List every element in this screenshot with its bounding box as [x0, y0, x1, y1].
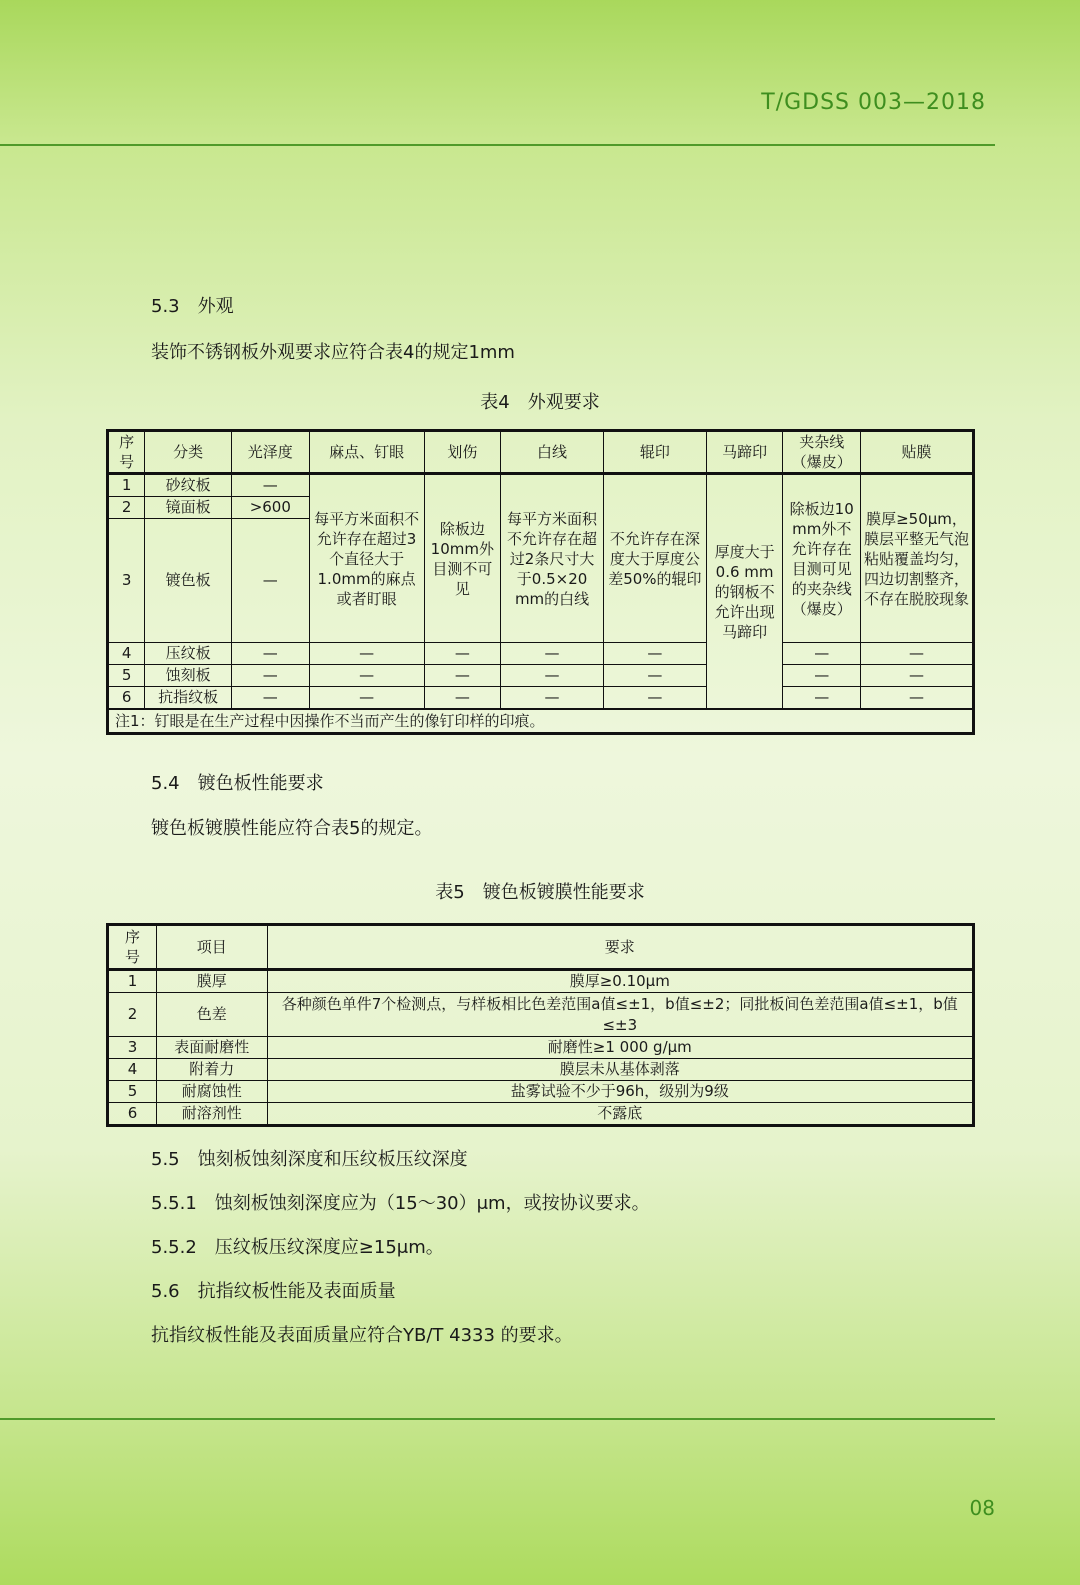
- table4-header-cell: 白线: [501, 431, 604, 474]
- table4-cell-gloss: >600: [231, 497, 309, 519]
- table5-header-row: [108, 925, 974, 970]
- table5-cell-item: 表面耐磨性: [156, 1037, 267, 1059]
- table5-cell-no: 6: [108, 1103, 157, 1126]
- table4-cell-film: 膜厚≥50μm，膜层平整无气泡粘贴覆盖均匀，四边切割整齐，不存在脱胶现象: [861, 474, 974, 643]
- table4-note: 注1：钉眼是在生产过程中因操作不当而产生的像钉印样的印痕。: [108, 709, 974, 734]
- table5-cell-no: 2: [108, 993, 157, 1037]
- table4-cell-film: —: [861, 665, 974, 687]
- table4-cell-scratch: 除板边10mm外目测不可见: [424, 474, 501, 643]
- table4-cell-roll-mark: —: [603, 643, 706, 665]
- table4-header-cell: 贴膜: [861, 431, 974, 474]
- table4-cell-category: 砂纹板: [145, 474, 232, 497]
- table4-cell-category: 镀色板: [145, 519, 232, 643]
- table4-cell-no: 2: [108, 497, 145, 519]
- table5-cell-requirement: 各种颜色单件7个检测点，与样板相比色差范围a值≤±1，b值≤±2；同批板间色差范围a值≤±1，b值≤±3: [267, 993, 973, 1037]
- table4-cell-gloss: —: [231, 643, 309, 665]
- table4-header-cell: 夹杂线（爆皮）: [783, 431, 861, 474]
- table4-cell-no: 6: [108, 687, 145, 710]
- table4-header-row: [108, 431, 974, 474]
- section-5-3-intro: 装饰不锈钢板外观要求应符合表4的规定1mm: [151, 342, 515, 363]
- table5-caption: 表5 镀色板镀膜性能要求: [435, 882, 645, 903]
- table4-header-cell: 分类: [145, 431, 232, 474]
- table-row: [108, 970, 974, 993]
- table4-cell-white-line: —: [501, 687, 604, 710]
- table4-cell-no: 3: [108, 519, 145, 643]
- table4-cell-white-line: —: [501, 665, 604, 687]
- table4-cell-pit: —: [309, 665, 424, 687]
- table4-cell-roll-mark: —: [603, 665, 706, 687]
- table4-cell-pit: 每平方米面积不允许存在超过3个直径大于1.0mm的麻点或者盯眼: [309, 474, 424, 643]
- table5-cell-no: 4: [108, 1059, 157, 1081]
- section-5-5-title: 5.5 蚀刻板蚀刻深度和压纹板压纹深度: [151, 1149, 468, 1170]
- table4-cell-gloss: —: [231, 474, 309, 497]
- table5-cell-item: 膜厚: [156, 970, 267, 993]
- table5-cell-requirement: 膜厚≥0.10μm: [267, 970, 973, 993]
- table5-header-cell: 序号: [108, 925, 157, 970]
- table4-cell-gloss: —: [231, 519, 309, 643]
- table4-cell-scratch: —: [424, 687, 501, 710]
- table-row: [108, 665, 974, 687]
- table5-cell-requirement: 耐磨性≥1 000 g/μm: [267, 1037, 973, 1059]
- table-row: [108, 687, 974, 710]
- table4-cell-white-line: 每平方米面积不允许存在超过2条尺寸大于0.5×20 mm的白线: [501, 474, 604, 643]
- table5-header-cell: 项目: [156, 925, 267, 970]
- table4-note-row: [108, 709, 974, 734]
- table4-cell-gloss: —: [231, 687, 309, 710]
- table4-cell-category: 抗指纹板: [145, 687, 232, 710]
- table4-cell-no: 5: [108, 665, 145, 687]
- table-row: [108, 1103, 974, 1126]
- table5-header-cell: 要求: [267, 925, 973, 970]
- table4-cell-no: 1: [108, 474, 145, 497]
- table4-cell-category: 蚀刻板: [145, 665, 232, 687]
- table4-header-cell: 辊印: [603, 431, 706, 474]
- table4-header-cell: 马蹄印: [706, 431, 783, 474]
- table5-coating-performance: [106, 923, 975, 1127]
- table4-header-cell: 划伤: [424, 431, 501, 474]
- table4-cell-film: —: [861, 687, 974, 710]
- table5-cell-item: 附着力: [156, 1059, 267, 1081]
- table5-cell-no: 3: [108, 1037, 157, 1059]
- table5-cell-requirement: 膜层未从基体剥落: [267, 1059, 973, 1081]
- table4-header-cell: 光泽度: [231, 431, 309, 474]
- table4-cell-inclusion: —: [783, 687, 861, 710]
- table5-cell-item: 耐腐蚀性: [156, 1081, 267, 1103]
- table4-cell-category: 镜面板: [145, 497, 232, 519]
- table4-cell-inclusion: 除板边10 mm外不允许存在目测可见的夹杂线（爆皮）: [783, 474, 861, 643]
- table-row: [108, 474, 974, 497]
- page-number: 08: [969, 1496, 995, 1520]
- table4-cell-pit: —: [309, 687, 424, 710]
- table4-caption: 表4 外观要求: [480, 392, 600, 413]
- table-row: [108, 1037, 974, 1059]
- table5-cell-requirement: 盐雾试验不少于96h，级别为9级: [267, 1081, 973, 1103]
- table4-cell-inclusion: —: [783, 665, 861, 687]
- table-row: [108, 1059, 974, 1081]
- table4-header-cell: 序号: [108, 431, 145, 474]
- section-5-6-body: 抗指纹板性能及表面质量应符合YB/T 4333 的要求。: [151, 1325, 573, 1346]
- document-code: T/GDSS 003—2018: [761, 90, 986, 115]
- table4-appearance: [106, 429, 975, 735]
- table4-cell-white-line: —: [501, 643, 604, 665]
- table-row: [108, 993, 974, 1037]
- table4-cell-category: 压纹板: [145, 643, 232, 665]
- section-5-4-title: 5.4 镀色板性能要求: [151, 773, 324, 794]
- table4-header-cell: 麻点、钉眼: [309, 431, 424, 474]
- footer-divider: [0, 1418, 995, 1420]
- table4-cell-hoof-mark: 厚度大于0.6 mm的钢板不允许出现马蹄印: [706, 474, 783, 710]
- table4-cell-no: 4: [108, 643, 145, 665]
- table5-cell-item: 色差: [156, 993, 267, 1037]
- table4-cell-scratch: —: [424, 665, 501, 687]
- table5-cell-no: 1: [108, 970, 157, 993]
- table5-cell-no: 5: [108, 1081, 157, 1103]
- section-5-5-1: 5.5.1 蚀刻板蚀刻深度应为（15～30）μm，或按协议要求。: [151, 1193, 650, 1214]
- section-5-3-title: 5.3 外观: [151, 296, 234, 317]
- table4-cell-film: —: [861, 643, 974, 665]
- table4-cell-gloss: —: [231, 665, 309, 687]
- section-5-6-title: 5.6 抗指纹板性能及表面质量: [151, 1281, 396, 1302]
- table4-cell-inclusion: —: [783, 643, 861, 665]
- table-row: [108, 1081, 974, 1103]
- table4-cell-roll-mark: —: [603, 687, 706, 710]
- table4-cell-pit: —: [309, 643, 424, 665]
- table-row: [108, 643, 974, 665]
- section-5-5-2: 5.5.2 压纹板压纹深度应≥15μm。: [151, 1237, 444, 1258]
- header-divider: [0, 144, 995, 146]
- table4-cell-roll-mark: 不允许存在深度大于厚度公差50%的辊印: [603, 474, 706, 643]
- table5-cell-item: 耐溶剂性: [156, 1103, 267, 1126]
- table4-cell-scratch: —: [424, 643, 501, 665]
- section-5-4-intro: 镀色板镀膜性能应符合表5的规定。: [151, 818, 433, 839]
- table5-cell-requirement: 不露底: [267, 1103, 973, 1126]
